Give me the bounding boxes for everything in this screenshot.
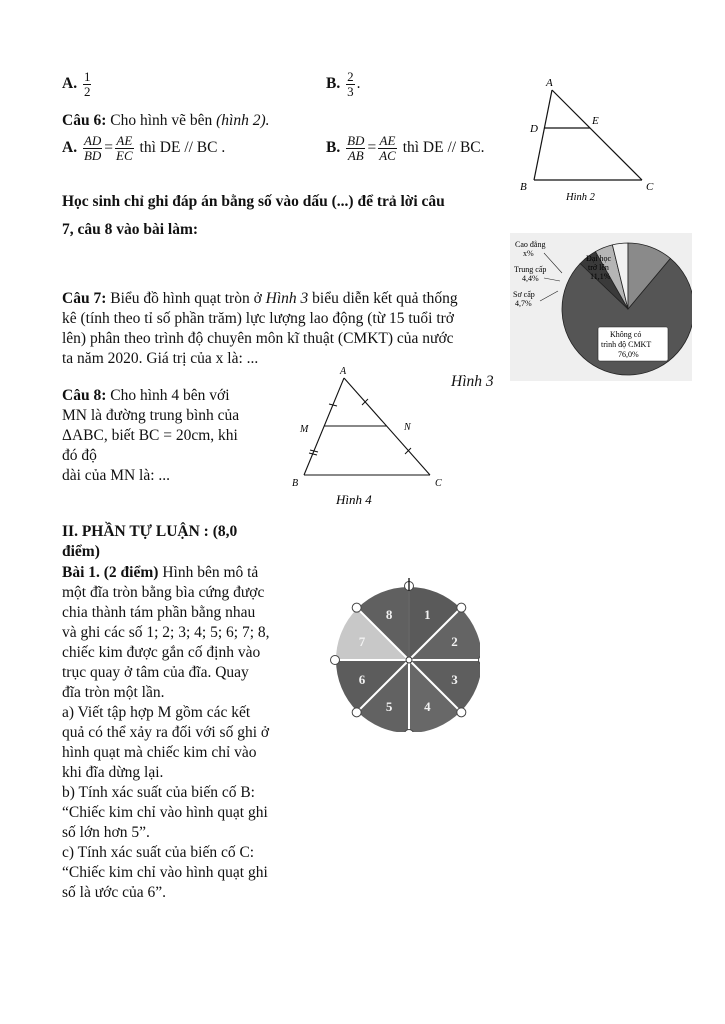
part-2-text-2: điểm) (62, 543, 100, 560)
fig2-label-a: A (546, 77, 553, 89)
pie-label-trung-cap-2: 4,4% (522, 274, 539, 283)
bai-1-line-2: một đĩa tròn bằng bìa cứng được (62, 584, 265, 601)
q6-option-a-label: A. (62, 139, 78, 157)
bai-1-title: Bài 1. (2 điểm) (62, 564, 159, 581)
wheel-number-5: 5 (385, 699, 393, 715)
wheel-rim-dot-2 (457, 603, 466, 612)
wheel-number-4: 4 (424, 699, 431, 715)
pie-leader-so-cap (540, 291, 558, 301)
fig4-label-n: N (404, 422, 411, 433)
spinner-wheel (320, 572, 480, 732)
pie-label-dai-hoc-2: trở lên (588, 263, 609, 272)
bai-1-line-12: b) Tính xác suất của biến cố B: (62, 784, 255, 801)
bai-1-line-1 (62, 563, 312, 583)
q7-line-4: ta năm 2020. Giá trị của x là: ... (62, 350, 259, 367)
fig2-label-c: C (646, 181, 654, 193)
q5-option-a (62, 70, 93, 99)
q5-b-denominator: 3 (347, 84, 354, 99)
pie-leader-trung-cap (544, 278, 560, 281)
spinner-pivot (406, 657, 412, 663)
q7-text-1a: Biểu đồ hình quạt tròn ở (106, 290, 266, 307)
q6-a-equals: = (104, 139, 114, 157)
q8-text-1: Cho hình 4 bên với (106, 387, 230, 404)
wheel-number-8: 8 (385, 606, 393, 622)
fig2-label-e: E (592, 115, 599, 127)
bai-1-line-7: đĩa tròn một lần. (62, 684, 165, 701)
q7-text-1c: biểu diễn kết quả thống (308, 290, 458, 307)
pie-label-khong-co-1: Không có (610, 330, 642, 339)
bai-1-line-6: trục quay ở tâm của đĩa. Quay (62, 664, 249, 681)
pie-label-khong-co-2: trình độ CMKT (601, 340, 652, 349)
q5-option-b-label: B. (326, 75, 341, 93)
fig2-caption: Hình 2 (566, 192, 595, 203)
pie-label-dai-hoc-1: Đại học (586, 254, 612, 263)
pie-label-cao-dang-2: x% (523, 249, 534, 258)
q6-title: Câu 6: (62, 112, 107, 129)
fig4-caption: Hình 4 (336, 492, 372, 507)
q6-b-equals: = (367, 139, 377, 157)
bai-1-line-10: hình quạt mà chiếc kim chỉ vào (62, 744, 257, 761)
instruction-line-1 (62, 193, 445, 211)
wheel-rim-dot-4 (457, 708, 466, 717)
pie-label-cao-dang-1: Cao đẳng (515, 240, 546, 249)
q6-b-frac1-num: BD (347, 133, 365, 148)
figure-3-caption: Hình 3 (451, 373, 494, 390)
q6-b-frac1 (346, 134, 365, 163)
q6-b-frac2-den: AC (379, 148, 396, 163)
q5-option-a-fraction (83, 70, 92, 99)
q8-line-4: đó độ (62, 447, 97, 464)
fig2-label-b: B (520, 181, 527, 193)
q8-line-1 (62, 386, 292, 406)
instruction-text-1: Học sinh chỉ ghi đáp án bằng số vào dấu (...) để trả lời câu (62, 193, 445, 210)
wheel-number-2: 2 (451, 633, 458, 649)
part-2-line-1 (62, 522, 237, 542)
q5-a-denominator: 2 (83, 84, 91, 99)
q7-line-2: kê (tính theo tỉ số phần trăm) lực lượng lao động (từ 15 tuổi trở (62, 310, 455, 327)
q7-title: Câu 7: (62, 290, 107, 307)
pie-label-so-cap-1: Sơ cấp (513, 290, 535, 299)
part-2-line-2 (62, 542, 237, 562)
bai-1-text-1: Hình bên mô tả (158, 564, 259, 581)
bai-1-line-11: khi đĩa dừng lại. (62, 764, 164, 781)
figure-2-triangle (510, 76, 670, 206)
q5-option-b (326, 70, 360, 99)
fig4-label-b: B (292, 478, 299, 489)
wheel-number-1: 1 (424, 606, 431, 622)
fig2-side-ab (534, 90, 552, 180)
bai-1-line-14: số lớn hơn 5”. (62, 824, 150, 841)
bai-1-line-16: “Chiếc kim chỉ vào hình quạt ghi (62, 864, 268, 881)
q6-a-frac2-den: EC (116, 148, 133, 163)
q7-line-3: lên) phân theo trình độ chuyên môn kĩ thuật (CMKT) của nước (62, 330, 454, 347)
bai-1-line-4: và ghi các số 1; 2; 3; 4; 5; 6; 7; 8, (62, 624, 270, 641)
q8-line-5: dài của MN là: ... (62, 467, 171, 484)
part-2-heading (62, 522, 237, 562)
bai-1-line-9: quả có thể xảy ra đối với số ghi ở (62, 724, 270, 741)
q6-a-frac2 (115, 134, 134, 163)
bai-1-line-17: số là ước của 6”. (62, 884, 166, 901)
q5-b-end: . (356, 75, 361, 93)
wheel-number-3: 3 (451, 672, 458, 688)
q6-option-b (326, 134, 485, 163)
wheel-number-6: 6 (358, 672, 366, 688)
q8-line-3: ΔABC, biết BC = 20cm, khi (62, 427, 238, 444)
q7-line-1 (62, 289, 502, 309)
q5-a-numerator: 1 (83, 69, 91, 84)
q8-block (62, 386, 292, 486)
q8-line-2: MN là đường trung bình của (62, 407, 240, 424)
q6-b-tail: thì DE // BC. (398, 139, 485, 157)
wheel-number-7: 7 (358, 633, 366, 649)
q6-a-frac1-num: AD (83, 133, 102, 148)
bai-1-line-5: chiếc kim được gắn cố định vào (62, 644, 261, 661)
bai-1-line-13: “Chiếc kim chỉ vào hình quạt ghi (62, 804, 268, 821)
pie-label-trung-cap-1: Trung cấp (514, 265, 547, 274)
q6-a-frac1-den: BD (83, 148, 102, 163)
pie-label-so-cap-2: 4,7% (515, 299, 532, 308)
instruction-line-2 (62, 221, 198, 239)
q7-text-1b: Hình 3 (265, 290, 309, 307)
wheel-rim-dot-6 (352, 708, 361, 717)
bai-1-block (62, 563, 312, 903)
bai-1-line-15: c) Tính xác suất của biến cố C: (62, 844, 255, 861)
q6-option-a (62, 134, 225, 163)
q6-prompt (62, 112, 270, 130)
q6-b-frac1-den: AB (347, 148, 364, 163)
q5-option-a-label: A. (62, 75, 78, 93)
q5-b-numerator: 2 (347, 69, 354, 84)
wheel-rim-dot-8 (352, 603, 361, 612)
q6-text-italic: (hình 2). (216, 112, 270, 129)
q6-option-b-label: B. (326, 139, 341, 157)
fig4-label-c: C (435, 478, 442, 489)
pie-label-khong-co-3: 76,0% (618, 350, 639, 359)
q8-title: Câu 8: (62, 387, 107, 404)
figure-4-triangle (290, 362, 450, 512)
pie-label-dai-hoc-3: 11,1% (590, 272, 611, 281)
wheel-rim-dot-7 (331, 656, 340, 665)
q6-a-frac1 (83, 134, 102, 163)
fig4-label-m: M (300, 424, 309, 435)
figure-3-panel (510, 233, 692, 381)
figure-3-pie-chart (510, 233, 692, 381)
q6-text: Cho hình vẽ bên (106, 112, 217, 129)
q6-a-tail: thì DE // BC . (135, 139, 226, 157)
fig2-label-d: D (530, 123, 538, 135)
fig4-label-a: A (340, 366, 347, 377)
fig2-side-ac (552, 90, 642, 180)
pie-leader-cao-dang (544, 253, 562, 273)
q6-b-frac2-num: AE (379, 133, 396, 148)
instruction-text-2: 7, câu 8 vào bài làm: (62, 221, 199, 238)
q5-option-b-fraction (346, 70, 355, 99)
q7-block (62, 289, 502, 369)
q6-b-frac2 (378, 134, 397, 163)
bai-1-line-8: a) Viết tập hợp M gồm các kết (62, 704, 251, 721)
bai-1-line-3: chia thành tám phần bằng nhau (62, 604, 256, 621)
part-2-text-1: II. PHẦN TỰ LUẬN : (8,0 (62, 523, 238, 540)
q6-a-frac2-num: AE (116, 133, 133, 148)
